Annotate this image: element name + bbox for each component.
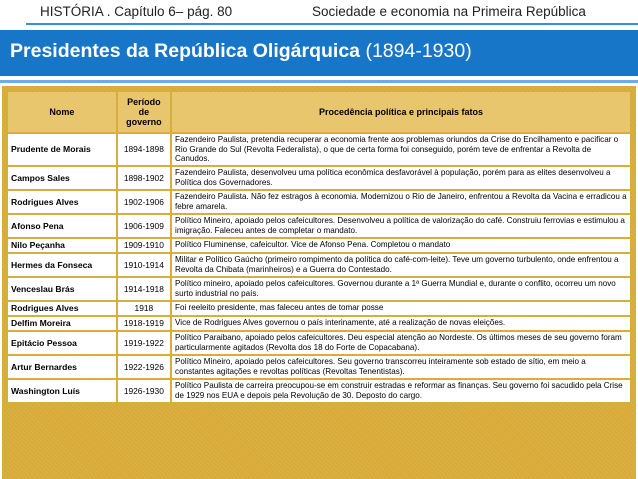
government-period: 1919-1922 bbox=[118, 332, 170, 354]
header-divider bbox=[26, 23, 638, 25]
president-name: Campos Sales bbox=[8, 167, 116, 189]
political-facts: Foi reeleito presidente, mas faleceu antes de tomar posse bbox=[172, 302, 630, 315]
table-row bbox=[8, 239, 630, 252]
column-header-facts: Procedência política e principais fatos bbox=[172, 92, 630, 132]
table-row bbox=[8, 278, 630, 300]
title-main: Presidentes da República Oligárquica bbox=[10, 40, 361, 62]
table-row bbox=[8, 380, 630, 402]
political-facts: Vice de Rodrigues Alves governou o país interinamente, até a realização de novas eleições. bbox=[172, 317, 630, 330]
president-name: Rodrigues Alves bbox=[8, 191, 116, 213]
president-name: Venceslau Brás bbox=[8, 278, 116, 300]
column-header-name: Nome bbox=[8, 92, 116, 132]
table-row bbox=[8, 191, 630, 213]
political-facts: Político Fluminense, cafeicultor. Vice de Afonso Pena. Completou o mandato bbox=[172, 239, 630, 252]
government-period: 1910-1914 bbox=[118, 254, 170, 276]
column-header-period: Período de governo bbox=[118, 92, 170, 132]
government-period: 1909-1910 bbox=[118, 239, 170, 252]
table-row bbox=[8, 332, 630, 354]
government-period: 1922-1926 bbox=[118, 356, 170, 378]
president-name: Afonso Pena bbox=[8, 215, 116, 237]
government-period: 1898-1902 bbox=[118, 167, 170, 189]
president-name: Prudente de Morais bbox=[8, 134, 116, 165]
table-row bbox=[8, 134, 630, 165]
political-facts: Fazendeiro Paulista, desenvolveu uma política econômica desfavorável à população, porém para as elites desenvolveu a Política dos Governadores. bbox=[172, 167, 630, 189]
government-period: 1918 bbox=[118, 302, 170, 315]
president-name: Hermes da Fonseca bbox=[8, 254, 116, 276]
president-name: Artur Bernardes bbox=[8, 356, 116, 378]
government-period: 1906-1909 bbox=[118, 215, 170, 237]
table-row bbox=[8, 317, 630, 330]
political-facts: Político Mineiro, apoiado pelos cafeicultores. Seu governo transcorreu inteiramente sob estado de sítio, em meio a constantes agitações e revoltas políticas (Revoltas Tenentistas). bbox=[172, 356, 630, 378]
slide-title bbox=[10, 40, 472, 63]
government-period: 1894-1898 bbox=[118, 134, 170, 165]
president-name: Epitácio Pessoa bbox=[8, 332, 116, 354]
table-row bbox=[8, 215, 630, 237]
section-subtitle: Sociedade e economia na Primeira República bbox=[312, 4, 586, 19]
political-facts: Fazendeiro Paulista, pretendia recuperar a economia frente aos problemas oriundos da Crise do Encilhamento e pacificar o Rio Grande do Sul (Revolta Federalista), o que de certa forma foi conseguido, porém teve de enfrentar a Revolta de Canudos. bbox=[172, 134, 630, 165]
president-name: Washington Luís bbox=[8, 380, 116, 402]
government-period: 1914-1918 bbox=[118, 278, 170, 300]
political-facts: Militar e Político Gaúcho (primeiro rompimento da política do café-com-leite). Teve um governo turbulento, onde enfrentou a Revolta da Chibata (marinheiros) e a Guerra do Contestado. bbox=[172, 254, 630, 276]
president-name: Rodrigues Alves bbox=[8, 302, 116, 315]
political-facts: Político Paulista de carreira preocupou-se em construir estradas e reformar as finanças. Seu governo foi sacudido pela Crise de 1929 nos EUA e depois pela Revolução de 30. Deposto do cargo. bbox=[172, 380, 630, 402]
presidents-table-frame bbox=[2, 86, 636, 479]
presidents-table bbox=[6, 90, 632, 404]
government-period: 1902-1906 bbox=[118, 191, 170, 213]
chapter-reference: HISTÓRIA . Capítulo 6– pág. 80 bbox=[40, 4, 233, 19]
table-row bbox=[8, 356, 630, 378]
president-name: Delfim Moreira bbox=[8, 317, 116, 330]
table-row bbox=[8, 167, 630, 189]
title-stripe bbox=[0, 80, 638, 83]
president-name: Nilo Peçanha bbox=[8, 239, 116, 252]
government-period: 1926-1930 bbox=[118, 380, 170, 402]
title-bar bbox=[0, 30, 638, 76]
political-facts: Político mineiro, apoiado pelos cafeicultores. Governou durante a 1ª Guerra Mundial e, durante o conflito, ocorreu um novo surto industrial no país. bbox=[172, 278, 630, 300]
political-facts: Político Paraibano, apoiado pelos cafeicultores. Deu especial atenção ao Nordeste. Os últimos meses de seu governo foram particularmente agitados (Revolta dos 18 do Forte de Copacabana). bbox=[172, 332, 630, 354]
table-row bbox=[8, 254, 630, 276]
political-facts: Fazendeiro Paulista. Não fez estragos à economia. Modernizou o Rio de Janeiro, enfrentou a Revolta da Vacina e erradicou a febre amarela. bbox=[172, 191, 630, 213]
title-years: (1894-1930) bbox=[365, 40, 472, 62]
government-period: 1918-1919 bbox=[118, 317, 170, 330]
political-facts: Político Mineiro, apoiado pelos cafeicultores. Desenvolveu a política de valorização do café. Construiu ferrovias e estimulou a imigração. Faleceu antes de completar o mandato. bbox=[172, 215, 630, 237]
table-row bbox=[8, 302, 630, 315]
